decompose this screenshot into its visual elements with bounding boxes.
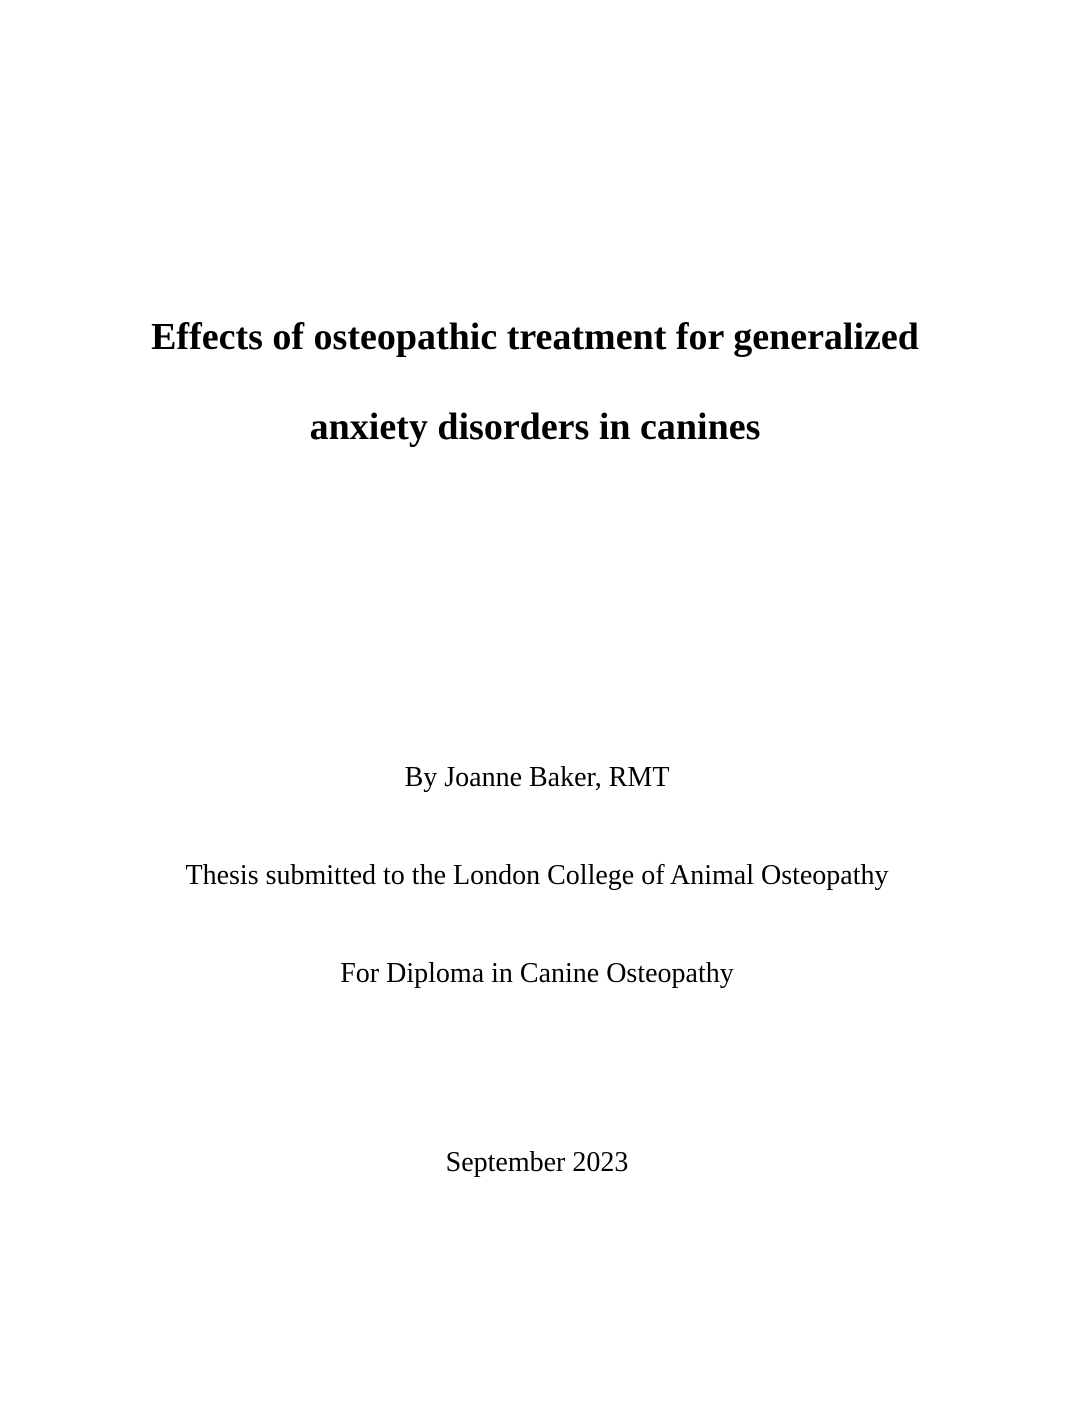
submission-date: September 2023 (445, 1147, 629, 1178)
thesis-title-line-2: anxiety disorders in canines (309, 406, 761, 448)
diploma-statement: For Diploma in Canine Osteopathy (340, 958, 734, 989)
submission-statement: Thesis submitted to the London College of Animal Osteopathy (185, 860, 889, 891)
thesis-title-line-1: Effects of osteopathic treatment for generalized (151, 316, 919, 358)
author-line: By Joanne Baker, RMT (404, 762, 670, 793)
